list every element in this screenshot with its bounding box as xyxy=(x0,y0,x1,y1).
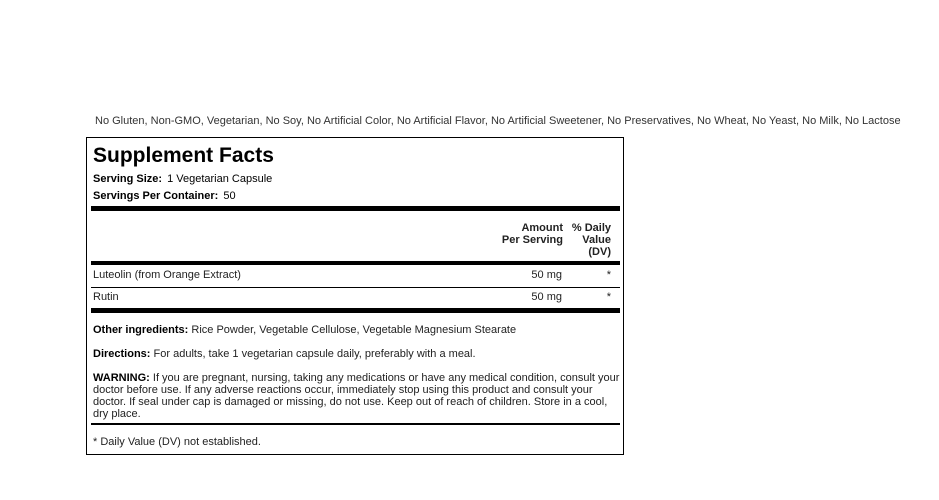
dietary-claims: No Gluten, Non-GMO, Vegetarian, No Soy, No Artificial Color, No Artificial Flavor, No Artificial Sweetener, No Preservatives, No Wheat, No Yeast, No Milk, No Lactose xyxy=(95,115,901,127)
nutrient-row-dv: * xyxy=(606,291,611,303)
column-header-dv-line3: (DV) xyxy=(588,246,611,258)
column-header-dv xyxy=(572,222,611,258)
directions-text: For adults, take 1 vegetarian capsule daily, preferably with a meal. xyxy=(153,348,476,360)
other-ingredients-text: Rice Powder, Vegetable Cellulose, Vegetable Magnesium Stearate xyxy=(191,324,517,336)
other-ingredients xyxy=(93,324,621,336)
column-header-dv-line2: Value xyxy=(582,234,611,246)
divider-thick-header xyxy=(91,261,620,265)
divider-thick-bottom xyxy=(91,308,620,313)
servings-per-container-label: Servings Per Container: xyxy=(93,190,219,202)
servings-per-container xyxy=(93,190,236,202)
other-ingredients-label: Other ingredients: xyxy=(93,324,189,336)
divider-row xyxy=(91,287,620,288)
serving-size-value: 1 Vegetarian Capsule xyxy=(167,173,273,185)
nutrient-row-amount: 50 mg xyxy=(531,291,562,303)
nutrient-row-amount: 50 mg xyxy=(531,269,562,281)
column-header-amount xyxy=(502,222,563,246)
panel-title: Supplement Facts xyxy=(93,144,274,167)
nutrient-row-dv: * xyxy=(606,269,611,281)
column-header-dv-line1: % Daily xyxy=(571,222,611,234)
nutrient-row-name: Rutin xyxy=(93,291,119,303)
column-header-amount-line1: Amount xyxy=(521,222,563,234)
serving-size xyxy=(93,173,272,185)
warning-label: WARNING: xyxy=(93,372,150,384)
footnote: * Daily Value (DV) not established. xyxy=(93,436,261,448)
column-header-amount-line2: Per Serving xyxy=(501,234,563,246)
warning-text: If you are pregnant, nursing, taking any medications or have any medical condition, consult your doctor before use. If any adverse reactions occur, immediately stop using this product and consult your doctor. If seal under cap is damaged or missing, do not use. Keep out of reach of children. Store in a cool, dry place. xyxy=(93,372,620,420)
serving-size-label: Serving Size: xyxy=(93,173,163,185)
supplement-facts-panel xyxy=(86,137,624,455)
divider-thick-top xyxy=(91,206,620,211)
nutrient-row-name: Luteolin (from Orange Extract) xyxy=(93,269,241,281)
divider-footnote xyxy=(91,423,620,425)
directions xyxy=(93,348,621,360)
warning xyxy=(93,372,621,420)
servings-per-container-value: 50 xyxy=(223,190,236,202)
directions-label: Directions: xyxy=(93,348,151,360)
